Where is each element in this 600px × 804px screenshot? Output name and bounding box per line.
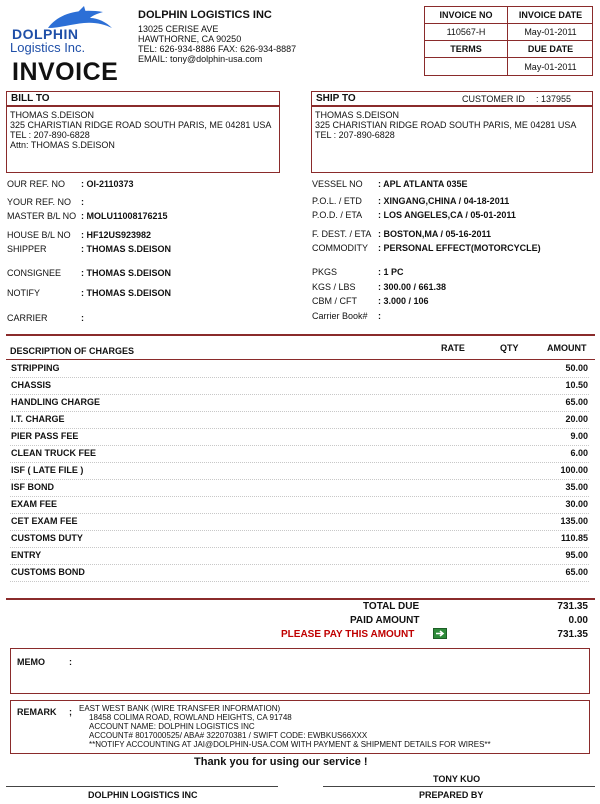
your-ref-value: : xyxy=(81,197,84,207)
charge-amount: 95.00 xyxy=(565,550,588,560)
charge-row xyxy=(10,497,589,514)
memo-colon: : xyxy=(69,657,72,667)
carrier-book-value: : xyxy=(378,311,381,321)
bill-to-title: BILL TO xyxy=(11,93,50,104)
invoice-date-value: May-01-2011 xyxy=(524,27,577,37)
remark-line: ACCOUNT NAME: DOLPHIN LOGISTICS INC xyxy=(89,722,255,731)
bill-to-address: 325 CHARISTIAN RIDGE ROAD SOUTH PARIS, ME 04281 USA xyxy=(10,120,272,130)
consignee-label: CONSIGNEE xyxy=(7,268,62,278)
company-phones: TEL: 626-934-8886 FAX: 626-934-8887 xyxy=(138,44,297,54)
preparer-name: TONY KUO xyxy=(433,774,481,784)
charge-row xyxy=(10,429,589,446)
charges-qty-header: QTY xyxy=(500,343,519,353)
shipper-label: SHIPPER xyxy=(7,244,47,254)
charge-row xyxy=(10,412,589,429)
company-logo xyxy=(8,6,128,58)
fdest-value: : BOSTON,MA / 05-16-2011 xyxy=(378,229,492,239)
commodity-value: : PERSONAL EFFECT(MOTORCYCLE) xyxy=(378,243,541,253)
bill-to-name: THOMAS S.DEISON xyxy=(10,110,95,120)
carrier-value: : xyxy=(81,313,84,323)
vessel-value: : APL ATLANTA 035E xyxy=(378,179,468,189)
charge-desc: HANDLING CHARGE xyxy=(11,397,100,407)
ship-to-box xyxy=(311,91,593,173)
charge-amount: 9.00 xyxy=(570,431,588,441)
charge-desc: CET EXAM FEE xyxy=(11,516,78,526)
charges-top-rule xyxy=(6,334,595,336)
remark-colon: ; xyxy=(69,707,72,717)
remark-label: REMARK xyxy=(17,707,57,717)
logo-line1: DOLPHIN xyxy=(12,26,79,42)
company-sign-line xyxy=(6,786,278,787)
charge-row xyxy=(10,446,589,463)
totals-rule xyxy=(6,598,595,600)
charge-desc: ISF BOND xyxy=(11,482,55,492)
charge-amount: 65.00 xyxy=(565,397,588,407)
kgs-label: KGS / LBS xyxy=(312,282,356,292)
charge-amount: 30.00 xyxy=(565,499,588,509)
company-address1: 13025 CERISE AVE xyxy=(138,24,219,34)
terms-label: TERMS xyxy=(450,44,482,54)
ship-to-name: THOMAS S.DEISON xyxy=(315,110,400,120)
bill-to-tel: TEL : 207-890-6828 xyxy=(10,130,90,140)
ship-to-title: SHIP TO xyxy=(316,93,356,104)
our-ref-value: : OI-2110373 xyxy=(81,179,134,189)
master-bl-label: MASTER B/L NO xyxy=(7,211,77,221)
charge-row xyxy=(10,480,589,497)
charge-row xyxy=(10,514,589,531)
invoice-info-box xyxy=(424,6,593,76)
pol-label: P.O.L. / ETD xyxy=(312,196,362,206)
charge-desc: ENTRY xyxy=(11,550,42,560)
consignee-value: : THOMAS S.DEISON xyxy=(81,268,172,278)
remark-line: **NOTIFY ACCOUNTING AT JAI@DOLPHIN-USA.COM WITH PAYMENT & SHIPMENT DETAILS FOR WIRES** xyxy=(89,740,491,749)
ship-to-address: 325 CHARISTIAN RIDGE ROAD SOUTH PARIS, ME 04281 USA xyxy=(315,120,577,130)
total-due-label: TOTAL DUE xyxy=(363,601,420,612)
charge-amount: 100.00 xyxy=(560,465,588,475)
ship-to-tel: TEL : 207-890-6828 xyxy=(315,130,395,140)
paid-amount-label: PAID AMOUNT xyxy=(350,615,420,626)
charge-amount: 65.00 xyxy=(565,567,588,577)
charge-amount: 110.85 xyxy=(560,533,588,543)
charges-amount-header: AMOUNT xyxy=(547,343,587,353)
notify-label: NOTIFY xyxy=(7,288,40,298)
remark-line: 18458 COLIMA ROAD, ROWLAND HEIGHTS, CA 91748 xyxy=(89,713,292,722)
charge-row xyxy=(10,395,589,412)
pol-value: : XINGANG,CHINA / 04-18-2011 xyxy=(378,196,510,206)
charge-desc: ISF ( LATE FILE ) xyxy=(11,465,84,475)
charge-amount: 50.00 xyxy=(565,363,588,373)
charge-desc: CUSTOMS DUTY xyxy=(11,533,83,543)
pod-value: : LOS ANGELES,CA / 05-01-2011 xyxy=(378,210,516,220)
please-pay-label: PLEASE PAY THIS AMOUNT xyxy=(281,629,415,640)
cbm-label: CBM / CFT xyxy=(312,296,357,306)
charge-amount: 20.00 xyxy=(565,414,588,424)
charge-desc: PIER PASS FEE xyxy=(11,431,79,441)
cbm-value: : 3.000 / 106 xyxy=(378,296,429,306)
vessel-label: VESSEL NO xyxy=(312,179,363,189)
bill-to-box xyxy=(6,91,280,173)
arrow-right-icon xyxy=(433,628,447,639)
company-address2: HAWTHORNE, CA 90250 xyxy=(138,34,242,44)
charge-amount: 135.00 xyxy=(560,516,588,526)
our-ref-label: OUR REF. NO xyxy=(7,179,66,189)
carrier-label: CARRIER xyxy=(7,313,48,323)
pkgs-value: : 1 PC xyxy=(378,267,404,277)
commodity-label: COMMODITY xyxy=(312,243,368,253)
charges-header-rule xyxy=(6,359,595,360)
fdest-label: F. DEST. / ETA xyxy=(312,229,372,239)
shipper-value: : THOMAS S.DEISON xyxy=(81,244,172,254)
house-bl-value: : HF12US923982 xyxy=(81,230,152,240)
charge-amount: 6.00 xyxy=(570,448,588,458)
charge-row xyxy=(10,463,589,480)
charge-amount: 10.50 xyxy=(565,380,588,390)
notify-value: : THOMAS S.DEISON xyxy=(81,288,172,298)
memo-label: MEMO xyxy=(17,657,45,667)
page-title: INVOICE xyxy=(12,58,119,86)
charge-row xyxy=(10,378,589,395)
bill-to-attn: Attn: THOMAS S.DEISON xyxy=(10,140,115,150)
charges-desc-header: DESCRIPTION OF CHARGES xyxy=(10,346,135,356)
remark-line: EAST WEST BANK (WIRE TRANSFER INFORMATION) xyxy=(79,704,281,713)
master-bl-value: : MOLU11008176215 xyxy=(81,211,168,221)
company-name: DOLPHIN LOGISTICS INC xyxy=(138,9,272,21)
charge-desc: CHASSIS xyxy=(11,380,52,390)
due-date-label: DUE DATE xyxy=(527,44,574,54)
house-bl-label: HOUSE B/L NO xyxy=(7,230,71,240)
charge-desc: CUSTOMS BOND xyxy=(11,567,85,577)
logo-line2: Logistics Inc. xyxy=(10,40,86,55)
company-email: EMAIL: tony@dolphin-usa.com xyxy=(138,54,263,64)
customer-id-label: CUSTOMER ID xyxy=(462,94,525,104)
charge-desc: CLEAN TRUCK FEE xyxy=(11,448,96,458)
paid-amount-value: 0.00 xyxy=(568,615,588,626)
total-due-value: 731.35 xyxy=(557,601,588,612)
charge-desc: I.T. CHARGE xyxy=(11,414,65,424)
charge-row xyxy=(10,361,589,378)
due-date-value: May-01-2011 xyxy=(524,62,577,72)
charge-row xyxy=(10,548,589,565)
invoice-no-label: INVOICE NO xyxy=(439,10,493,20)
carrier-book-label: Carrier Book# xyxy=(312,311,368,321)
invoice-date-label: INVOICE DATE xyxy=(518,10,583,20)
memo-box xyxy=(10,648,590,694)
charges-rate-header: RATE xyxy=(441,343,465,353)
please-pay-value: 731.35 xyxy=(557,629,588,640)
charge-desc: EXAM FEE xyxy=(11,499,58,509)
charge-row xyxy=(10,531,589,548)
charge-desc: STRIPPING xyxy=(11,363,60,373)
pod-label: P.O.D. / ETA xyxy=(312,210,363,220)
company-signature-label: DOLPHIN LOGISTICS INC xyxy=(88,790,198,800)
your-ref-label: YOUR REF. NO xyxy=(7,197,72,207)
prepared-by-label: PREPARED BY xyxy=(419,790,484,800)
thank-you-message: Thank you for using our service ! xyxy=(194,756,368,768)
customer-id-value: : 137955 xyxy=(536,94,572,104)
charge-amount: 35.00 xyxy=(565,482,588,492)
remark-box xyxy=(10,700,590,754)
prepared-by-sign-line xyxy=(323,786,595,787)
remark-line: ACCOUNT# 8017000525/ ABA# 322070381 / SWIFT CODE: EWBKUS66XXX xyxy=(89,731,368,740)
charge-row xyxy=(10,565,589,582)
pkgs-label: PKGS xyxy=(312,267,338,277)
kgs-value: : 300.00 / 661.38 xyxy=(378,282,447,292)
invoice-no-value: 110567-H xyxy=(446,27,486,37)
